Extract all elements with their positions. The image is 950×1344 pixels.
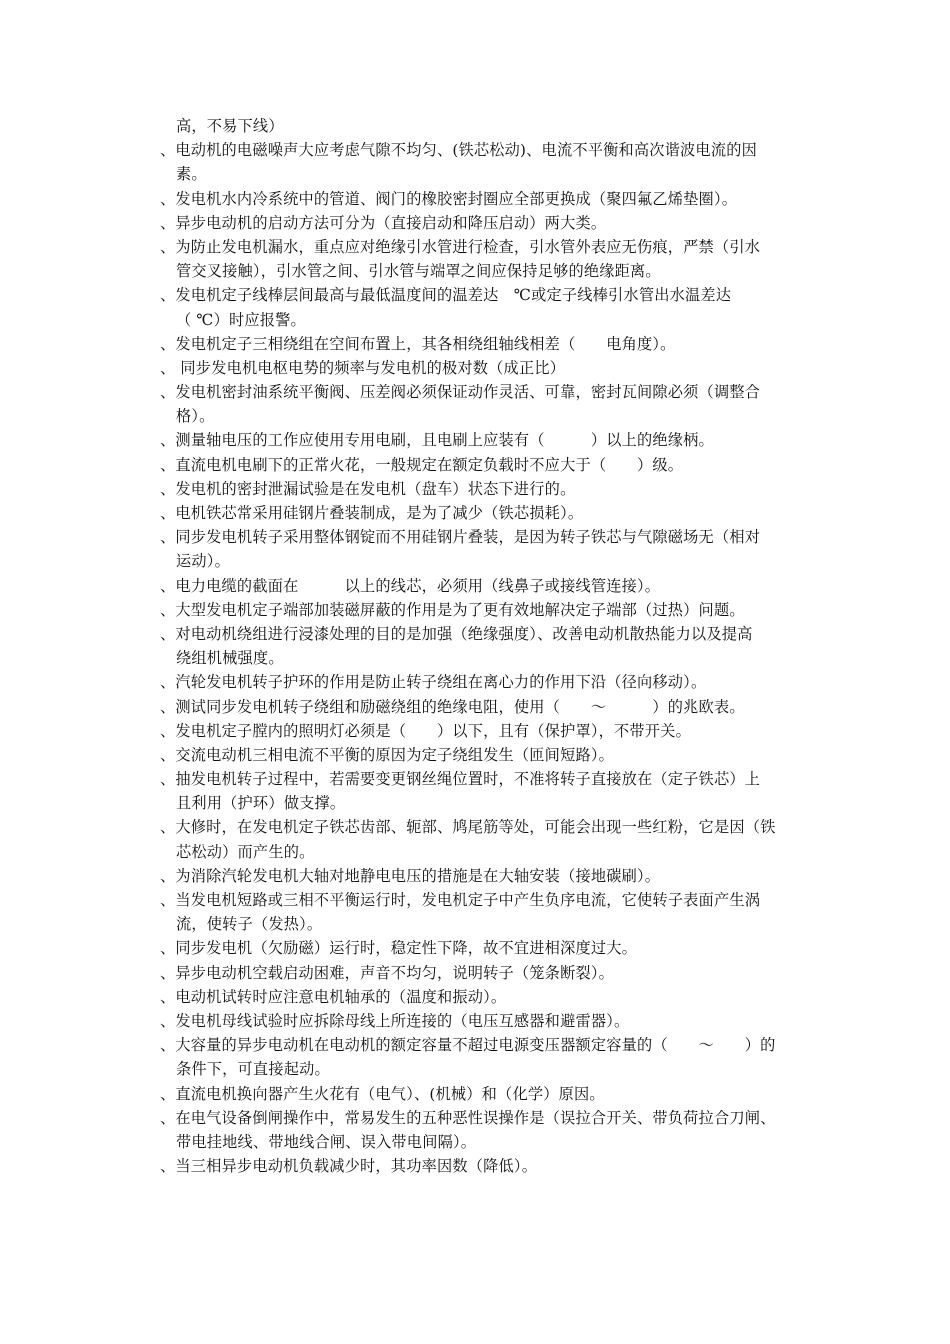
text-line: 、对电动机绕组进行浸漆处理的目的是加强（绝缘强度）、改善电动机散热能力以及提高 <box>160 624 753 643</box>
text-line: 、为消除汽轮发电机大轴对地静电电压的措施是在大轴安装（接地碳刷）。 <box>160 866 661 885</box>
text-line: 、同步发电机转子采用整体钢锭而不用硅钢片叠装，是因为转子铁芯与气隙磁场无（相对 <box>160 528 761 547</box>
text-line-continuation: 带电挂地线、带地线合闸、误入带电间隔）。 <box>176 1132 477 1151</box>
text-line-continuation: 条件下，可直接起动。 <box>176 1060 330 1079</box>
text-line: 、测量轴电压的工作应使用专用电刷，且电刷上应装有（ ）以上的绝缘柄。 <box>160 431 714 450</box>
text-line: 、大修时，在发电机定子铁芯齿部、轭部、鸠尾筋等处，可能会出现一些红粉，它是因（铁 <box>160 818 776 837</box>
text-line: 、电动机的电磁噪声大应考虑气隙不均匀、(铁芯松动)、电流不平衡和高次谐波电流的因 <box>160 141 757 160</box>
text-line-continuation: 绕组机械强度。 <box>176 649 284 668</box>
text-line-continuation: 运动）。 <box>176 552 230 571</box>
document-body <box>160 114 815 1178</box>
text-line-continuation: 素。 <box>176 165 207 184</box>
text-line: 、 同步发电机电枢电势的频率与发电机的极对数（成正比） <box>160 358 566 377</box>
text-line-continuation: 格）。 <box>176 407 215 426</box>
text-line-continuation: 流，使转子（发热）。 <box>176 915 323 934</box>
text-line-continuation: 且利用（护环）做支撑。 <box>176 794 346 813</box>
text-line-continuation: 高，不易下线） <box>176 117 284 135</box>
text-line: 、测试同步发电机转子绕组和励磁绕组的绝缘电阻，使用（ ～ ）的兆欧表。 <box>160 697 745 716</box>
text-line: 、电动机试转时应注意电机轴承的（温度和振动）。 <box>160 987 507 1006</box>
text-line: 、抽发电机转子过程中，若需要变更钢丝绳位置时，不准将转子直接放在（定子铁芯）上 <box>160 770 761 789</box>
text-line: 、发电机水内冷系统中的管道、阀门的橡胶密封圈应全部更换成（聚四氟乙烯垫圈）。 <box>160 189 738 208</box>
text-line: 、直流电机换向器产生火花有（电气）、(机械）和（化学）原因。 <box>160 1084 605 1103</box>
text-line: 、汽轮发电机转子护环的作用是防止转子绕组在离心力的作用下沿（径向移动）。 <box>160 673 707 692</box>
text-line: 、交流电动机三相电流不平衡的原因为定子绕组发生（匝间短路）。 <box>160 745 615 764</box>
text-line: 、同步发电机（欠励磁）运行时，稳定性下降，故不宜进相深度过大。 <box>160 939 638 958</box>
text-line: 、当发电机短路或三相不平衡运行时，发电机定子中产生负序电流，它使转子表面产生涡 <box>160 891 761 909</box>
text-line: 、大容量的异步电动机在电动机的额定容量不超过电源变压器额定容量的（ ～ ）的 <box>160 1036 776 1055</box>
text-line: 、发电机母线试验时应拆除母线上所连接的（电压互感器和避雷器）。 <box>160 1011 630 1030</box>
text-line: 、异步电动机的启动方法可分为（直接启动和降压启动）两大类。 <box>160 213 607 232</box>
text-line-continuation: （ ℃）时应报警。 <box>176 310 306 329</box>
text-line: 、为防止发电机漏水，重点应对绝缘引水管进行检查，引水管外表应无伤痕，严禁（引水 <box>160 237 761 256</box>
text-line: 、异步电动机空载启动困难，声音不均匀，说明转子（笼条断裂）。 <box>160 963 615 982</box>
text-line: 、直流电机电刷下的正常火花，一般规定在额定负载时不应大于（ ）级。 <box>160 455 684 474</box>
text-line: 、电机铁芯常采用硅钢片叠装制成，是为了减少（铁芯损耗）。 <box>160 504 584 522</box>
text-line-continuation: 管交叉接触），引水管之间、引水管与端罩之间应保持足够的绝缘距离。 <box>176 262 661 281</box>
text-line: 、大型发电机定子端部加装磁屏蔽的作用是为了更有效地解决定子端部（过热）问题。 <box>160 600 745 619</box>
text-line: 、发电机定子膛内的照明灯必须是（ ）以下，且有（保护罩），不带开关。 <box>160 721 691 740</box>
text-line: 、发电机定子三相绕组在空间布置上，其各相绕组轴线相差（ 电角度）。 <box>160 334 676 353</box>
text-line: 、当三相异步电动机负载减少时，其功率因数（降低）。 <box>160 1157 538 1176</box>
text-line: 、发电机的密封泄漏试验是在发电机（盘车）状态下进行的。 <box>160 479 576 498</box>
text-line: 、在电气设备倒闸操作中，常易发生的五种恶性误操作是（误拉合开关、带负荷拉合刀闸、 <box>160 1108 776 1127</box>
text-line: 、电力电缆的截面在 以上的线芯，必须用（线鼻子或接线管连接）。 <box>160 576 661 595</box>
text-line: 、发电机密封油系统平衡阀、压差阀必须保证动作灵活、可靠，密封瓦间隙必须（调整合 <box>160 383 761 402</box>
text-line-continuation: 芯松动）而产生的。 <box>176 842 315 861</box>
text-line: 、发电机定子线棒层间最高与最低温度间的温差达 ℃或定子线棒引水管出水温差达 <box>160 286 732 305</box>
